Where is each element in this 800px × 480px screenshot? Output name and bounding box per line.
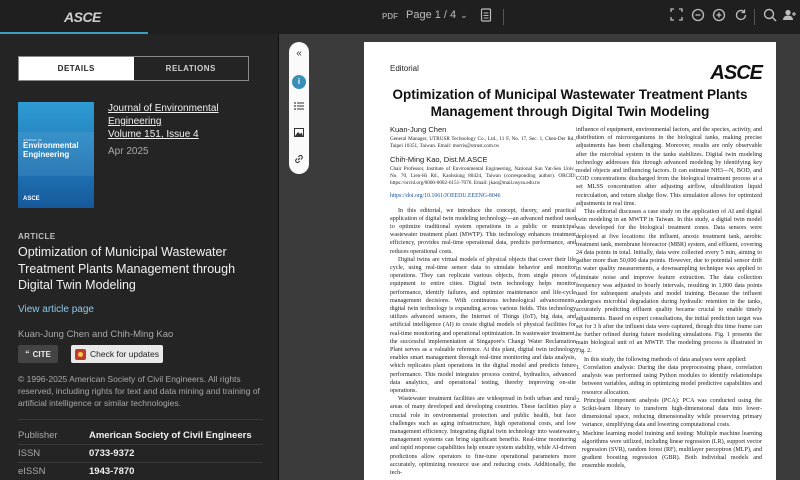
divider bbox=[18, 444, 263, 445]
journal-volume: Volume 151, Issue 4 bbox=[108, 129, 199, 140]
paper-title: Optimization of Municipal Wastewater Treatment Plants Management through Digital Twin Modeling bbox=[392, 87, 748, 119]
journal-name-line2: Engineering bbox=[108, 116, 162, 127]
check-for-updates-button[interactable] bbox=[71, 345, 163, 363]
cover-title-line1: Environmental bbox=[23, 141, 79, 150]
paper-asce-logo: ASCE bbox=[710, 62, 762, 84]
chevron-down-icon[interactable]: ⌄ bbox=[460, 9, 468, 20]
meta-row-issn bbox=[18, 448, 263, 459]
paragraph: In this editorial, we introduce the concept, theory, and practical application of digital twin modeling technology—an advanced method used to optimize traditional system operations in a public or municipal wastewater treatment plant (MWTP). This technology enhances treatment efficiency, provides real-time operational data, predicts performance, and reduces operational costs. bbox=[390, 207, 576, 255]
meta-row-publisher bbox=[18, 430, 263, 441]
cite-button[interactable] bbox=[18, 345, 58, 363]
author2-name: Chih-Ming Kao, Dist.M.ASCE bbox=[390, 154, 488, 164]
doi-link[interactable]: https://doi.org/10.1061/JOEEDU.EEENG-8046 bbox=[390, 193, 501, 200]
meta-value: 1943-7870 bbox=[89, 466, 135, 477]
tab-relations[interactable]: RELATIONS bbox=[165, 64, 216, 73]
author1-affiliation: General Manager, UTRUSR Technology Co., Ltd., 11 F, No. 17, Sec. 1, Chen-Der Rd., Taipei 10351, Taiwan. Email: morris@utrust.com.tw bbox=[390, 136, 576, 149]
search-icon[interactable] bbox=[762, 8, 778, 24]
divider bbox=[18, 419, 263, 420]
image-icon[interactable] bbox=[289, 128, 309, 140]
journal-name-line1: Journal of Environmental bbox=[108, 103, 219, 114]
crossmark-icon bbox=[75, 349, 86, 360]
toolbar-separator bbox=[754, 9, 755, 25]
left-column bbox=[390, 126, 576, 477]
section-label: Editorial bbox=[390, 64, 419, 73]
cite-button-label: CITE bbox=[32, 349, 51, 359]
right-column bbox=[576, 126, 762, 471]
link-icon[interactable] bbox=[289, 154, 309, 167]
toolbar-separator bbox=[503, 9, 504, 25]
cover-logo: ASCE bbox=[23, 196, 40, 202]
paragraph: This editorial discusses a case study on the application of AI and digital twin modeling in an MWTP in Taiwan. In this study, a digital twin model was developed for the biological treatment zones. Data sensors were deployed at five locations: the influent, anoxic treatment tank, aerobic treatment tank, membrane bioreactor (MBR) system, and effluent, covering 24 data points in total. Initially, data were collected every 5 min, aiming to gather more than 50,000 data points. However, due to potential sensor drift in water quality measurements, a downsampling technique was applied to eliminate noise and improve feature extraction. The data collection frequency was adjusted to hourly intervals, resulting in 1,800 data points used for subsequent analysis and model training. Because the influent undergoes microbial degradation during hydraulic retention in the tanks, accurately predicting effluent quality became crucial to enable timely adjustments. Based on expert consultations, the initial prediction target was set for 3 h after the influent data were captured, though this time frame can be further refined during future modeling simulations. Fig. 1 presents the main biological unit of an MWTP. The modeling process is illustrated in Fig. 2. bbox=[576, 209, 762, 355]
meta-key: Publisher bbox=[18, 430, 58, 441]
paragraph: Wastewater treatment facilities are widespread in both urban and rural areas of many developed and developing countries. These facilities play a crucial role in environmental protection and public health, but face challenges such as aging infrastructure, high operational costs, and low management efficiency. Integrating digital twin technology into wastewater management systems can bring significant benefits. Real-time monitoring and rapid response capabilities help ensure system stability, while AI-driven predictions allow operators to fine-tune operational parameters more accurately, optimizing resource use and reducing costs. Additionally, the tech- bbox=[390, 396, 576, 477]
quote-icon: “ bbox=[25, 349, 30, 359]
article-authors: Kuan-Jung Chen and Chih-Ming Kao bbox=[18, 329, 174, 340]
copyright-notice: © 1996-2025 American Society of Civil Engineers. All rights reserved, including rights for text and data mining and training of artificial intelligence or similar technologies. bbox=[18, 374, 260, 408]
journal-cover[interactable] bbox=[18, 102, 94, 208]
people-icon[interactable] bbox=[782, 8, 798, 24]
meta-key: ISSN bbox=[18, 448, 41, 459]
list-item: 2. Principal component analysis (PCA): PCA was conducted using the Scikit-learn library to transform high-dimensional data into lower-dimensional space, reducing dimensionality while preserving primary variance, simplifying data and lowering computational costs. bbox=[576, 397, 762, 429]
author2-affiliation: Chair Professor, Institute of Environmental Engineering, National Sun Yat-Sen Univ., No. 70, Lien-Hi Rd., Kaohsiung 80424, Taiwan (corresponding author). ORCID: https://orcid.org/0000-0002-6151-7076. Email: jkao@mail.nsysu.edu.tw bbox=[390, 166, 576, 186]
asce-logo[interactable]: ASCE bbox=[64, 9, 101, 25]
list-item: 3. Machine learning model training and testing: Multiple machine learning algorithms were utilized, including linear regression (LR), support vector regression (SVR), random forest (RF), multilayer perceptron (MLP), and gradient boosting regression (GBR). Both individual models and ensemble models, bbox=[576, 430, 762, 470]
rotate-icon[interactable] bbox=[733, 8, 749, 24]
meta-value: 0733-9372 bbox=[89, 448, 135, 459]
paragraph: Digital twins are virtual models of physical objects that cover their life cycle, using real-time sensor data to simulate behavior and monitor operations. They can replicate various objects, from single pieces of equipment to entire cities. Digital twin technology helps monitor performance, identify failures, and optimize maintenance and life-cycle management decisions. With continuous technological advancements, digital twin technology is expanding across various fields. This technology utilizes advanced sensors, the Internet of Things (IoT), big data, and artificial intelligence (AI) to create digital models of physical facilities for real-time monitoring and operational optimization. In wastewater treatment, the successful implementation at Singapore's Changi Water Reclamation Plant serves as a valuable reference. At this plant, digital twin technology enables smart management through real-time monitoring and data analysis, which replicates plant operations in the digital model and predicts future performance. This model integrates process control, hydraulics, advanced data analytics, and operational testing, thereby improving on-site operations. bbox=[390, 256, 576, 395]
article-title: Optimization of Municipal Wastewater Treatment Plants Management through Digital Twin Modeling bbox=[18, 245, 236, 292]
top-bar bbox=[0, 0, 800, 34]
cover-title bbox=[23, 142, 79, 160]
issue-date: Apr 2025 bbox=[108, 146, 149, 157]
details-sidebar bbox=[0, 34, 278, 480]
meta-value: American Society of Civil Engineers bbox=[89, 430, 252, 441]
zoom-in-icon[interactable] bbox=[711, 8, 727, 24]
paragraph: influence of equipment, environmental factors, and the species, activity, and distribution of microorganisms in the biological tanks, making precise adjustments has been challenging. Moreover, results are only observable after the microbial system in the tanks stabilizes. Digital twin modeling technology addresses this through advanced modeling by identifying key model objects and influencing factors. It can estimate NH3—N, BOD, and COD concentrations discharged from the biological treatment process at a set MLSS concentration after adjusting airflow, ultrafiltration liquid recirculation, and return sludge flow. This simulation allows for optimized adjustments in real time. bbox=[576, 127, 762, 207]
outline-list-icon[interactable] bbox=[289, 102, 309, 113]
cover-small-text: JOURNAL OF bbox=[23, 138, 42, 142]
article-label: ARTICLE bbox=[18, 232, 56, 241]
tab-details[interactable]: DETAILS bbox=[19, 57, 134, 80]
page-indicator-label: Page 1 / 4 bbox=[406, 9, 457, 21]
divider bbox=[18, 462, 263, 463]
sidebar-tabs bbox=[18, 56, 249, 81]
meta-row-eissn bbox=[18, 466, 263, 477]
page-indicator[interactable] bbox=[406, 9, 468, 21]
journal-info bbox=[108, 102, 258, 141]
paragraph: In this study, the following methods of data analyses were applied: bbox=[584, 356, 747, 363]
viewer-tool-panel bbox=[289, 42, 309, 174]
author1-name: Kuan-Jung Chen bbox=[390, 125, 447, 134]
zoom-out-icon[interactable] bbox=[690, 8, 706, 24]
info-icon[interactable]: i bbox=[292, 75, 306, 89]
check-button-label: Check for updates bbox=[90, 349, 159, 359]
journal-name-link[interactable] bbox=[108, 103, 219, 140]
pdf-label: PDF bbox=[382, 12, 398, 21]
fullscreen-icon[interactable] bbox=[668, 8, 684, 24]
pdf-page[interactable] bbox=[364, 42, 776, 480]
collapse-sidebar-icon[interactable]: « bbox=[296, 48, 302, 59]
list-item: 1. Correlation analysis: During the data preprocessing phase, correlation analysis was performed using Python modules to identify relationships between variables, aiding in optimizing model predictive capabilities and resource allocation. bbox=[576, 364, 762, 396]
view-article-link[interactable]: View article page bbox=[18, 304, 94, 315]
cover-title-line2: Engineering bbox=[23, 149, 70, 159]
document-icon[interactable] bbox=[478, 8, 494, 24]
meta-key: eISSN bbox=[18, 466, 46, 477]
